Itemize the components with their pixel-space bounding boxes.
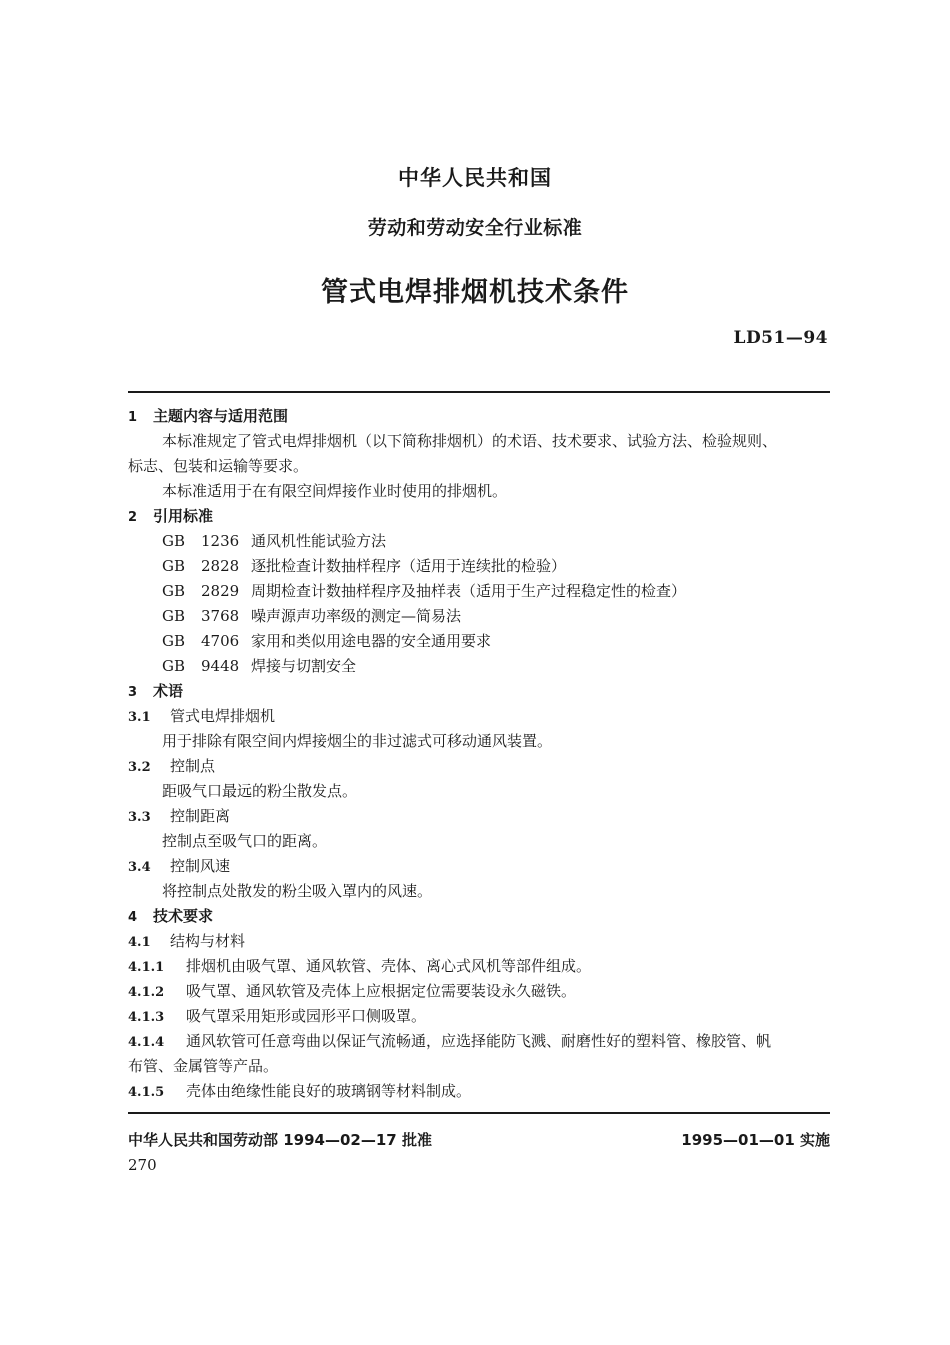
clause-number: 3.4 bbox=[128, 860, 151, 875]
section-2-heading bbox=[128, 507, 213, 527]
term-heading bbox=[128, 707, 275, 727]
issuer-heading: 中华人民共和国 bbox=[398, 166, 552, 190]
approval-line: 中华人民共和国劳动部 1994—02—17 批准 bbox=[128, 1131, 432, 1149]
clause-number: 4.1.2 bbox=[128, 985, 165, 1000]
section-title: 术语 bbox=[153, 682, 184, 700]
subsection-heading bbox=[128, 932, 245, 952]
section-1-heading bbox=[128, 407, 288, 427]
standard-code: LD51—94 bbox=[733, 328, 828, 348]
reference-item bbox=[162, 582, 686, 600]
term-definition: 将控制点处散发的粉尘吸入罩内的风速。 bbox=[162, 882, 433, 900]
term-name: 控制风速 bbox=[170, 857, 231, 875]
clause-text: 吸气罩、通风软管及壳体上应根据定位需要装设永久磁铁。 bbox=[186, 982, 577, 1000]
term-definition: 距吸气口最远的粉尘散发点。 bbox=[162, 782, 358, 800]
reference-prefix: GB bbox=[162, 557, 186, 575]
term-definition: 控制点至吸气口的距离。 bbox=[162, 832, 328, 850]
reference-prefix: GB bbox=[162, 657, 186, 675]
clause bbox=[128, 1082, 471, 1102]
section-3-heading bbox=[128, 682, 183, 702]
section-title: 技术要求 bbox=[153, 907, 214, 925]
reference-item bbox=[162, 557, 566, 575]
section-number: 4 bbox=[128, 910, 138, 925]
term-definition: 用于排除有限空间内焊接烟尘的非过滤式可移动通风装置。 bbox=[162, 732, 553, 750]
clause-number: 3.3 bbox=[128, 810, 151, 825]
reference-title: 噪声源声功率级的测定—简易法 bbox=[251, 607, 462, 625]
term-name: 控制点 bbox=[170, 757, 216, 775]
section-title: 引用标准 bbox=[153, 507, 214, 525]
reference-item bbox=[162, 632, 491, 650]
term-heading bbox=[128, 757, 215, 777]
reference-prefix: GB bbox=[162, 532, 186, 550]
section-number: 2 bbox=[128, 510, 138, 525]
term-name: 控制距离 bbox=[170, 807, 231, 825]
reference-prefix: GB bbox=[162, 582, 186, 600]
reference-number: 4706 bbox=[201, 632, 240, 650]
reference-title: 通风机性能试验方法 bbox=[251, 532, 387, 550]
section-number: 1 bbox=[128, 410, 138, 425]
clause bbox=[128, 957, 591, 977]
section-number: 3 bbox=[128, 685, 138, 700]
reference-title: 逐批检查计数抽样程序（适用于连续批的检验） bbox=[251, 557, 567, 575]
clause-number: 3.1 bbox=[128, 710, 151, 725]
clause bbox=[128, 982, 576, 1002]
clause-number: 4.1.3 bbox=[128, 1010, 165, 1025]
clause-text: 通风软管可任意弯曲以保证气流畅通，应选择能防飞溅、耐磨性好的塑料管、橡胶管、帆 bbox=[186, 1032, 772, 1050]
clause-text: 排烟机由吸气罩、通风软管、壳体、离心式风机等部件组成。 bbox=[186, 957, 592, 975]
reference-title: 周期检查计数抽样程序及抽样表（适用于生产过程稳定性的检查） bbox=[251, 582, 687, 600]
page-number: 270 bbox=[128, 1156, 157, 1174]
paragraph: 本标准适用于在有限空间焊接作业时使用的排烟机。 bbox=[162, 482, 508, 500]
clause bbox=[128, 1007, 426, 1027]
reference-title: 焊接与切割安全 bbox=[251, 657, 357, 675]
reference-prefix: GB bbox=[162, 607, 186, 625]
reference-item bbox=[162, 657, 356, 675]
reference-number: 9448 bbox=[201, 657, 240, 675]
clause-continuation: 布管、金属管等产品。 bbox=[128, 1057, 279, 1075]
reference-number: 2828 bbox=[201, 557, 240, 575]
standard-category-heading: 劳动和劳动安全行业标准 bbox=[367, 217, 583, 239]
clause-number: 4.1.5 bbox=[128, 1085, 165, 1100]
implementation-date: 1995—01—01 实施 bbox=[681, 1131, 830, 1149]
reference-number: 1236 bbox=[201, 532, 240, 550]
clause-text: 吸气罩采用矩形或园形平口侧吸罩。 bbox=[186, 1007, 427, 1025]
clause-number: 4.1.4 bbox=[128, 1035, 165, 1050]
clause-text: 壳体由绝缘性能良好的玻璃钢等材料制成。 bbox=[186, 1082, 472, 1100]
section-title: 主题内容与适用范围 bbox=[153, 407, 289, 425]
header-divider bbox=[128, 391, 830, 393]
clause-number: 4.1.1 bbox=[128, 960, 165, 975]
document-title: 管式电焊排烟机技术条件 bbox=[321, 277, 629, 308]
section-4-heading bbox=[128, 907, 213, 927]
subsection-title: 结构与材料 bbox=[170, 932, 246, 950]
paragraph-continuation: 标志、包装和运输等要求。 bbox=[128, 457, 309, 475]
reference-prefix: GB bbox=[162, 632, 186, 650]
term-heading bbox=[128, 857, 230, 877]
clause-number: 4.1 bbox=[128, 935, 151, 950]
paragraph: 本标准规定了管式电焊排烟机（以下简称排烟机）的术语、技术要求、试验方法、检验规则、 bbox=[162, 432, 778, 450]
footer-divider bbox=[128, 1112, 830, 1114]
clause bbox=[128, 1032, 771, 1052]
term-name: 管式电焊排烟机 bbox=[170, 707, 276, 725]
reference-number: 2829 bbox=[201, 582, 240, 600]
reference-number: 3768 bbox=[201, 607, 240, 625]
reference-item bbox=[162, 532, 386, 550]
term-heading bbox=[128, 807, 230, 827]
clause-number: 3.2 bbox=[128, 760, 151, 775]
reference-item bbox=[162, 607, 461, 625]
reference-title: 家用和类似用途电器的安全通用要求 bbox=[251, 632, 492, 650]
